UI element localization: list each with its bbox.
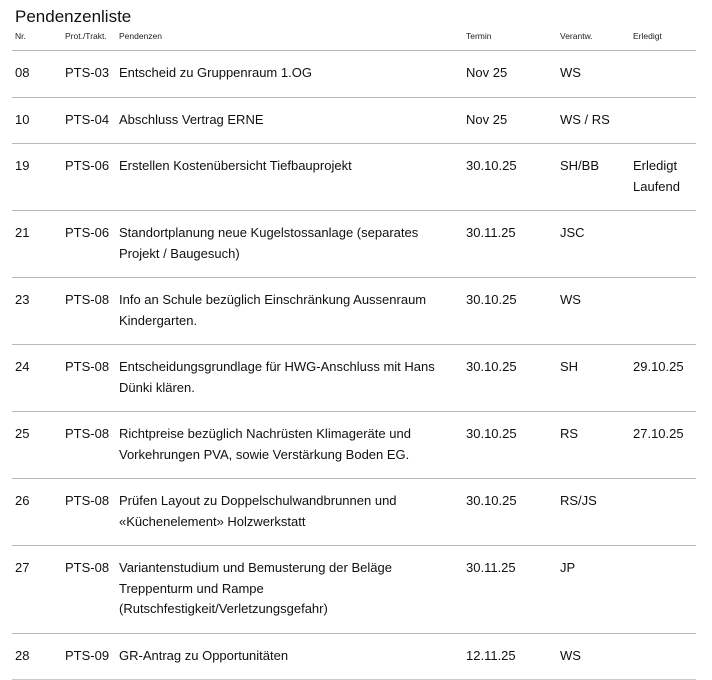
cell-nr: 21 — [15, 225, 30, 240]
cell-termin: 12.11.25 — [466, 647, 516, 663]
cell-prot: PTS-09 — [65, 647, 110, 663]
pendenz-line: Vorkehrungen PVA, sowie Verstärkung Boden EG. — [119, 446, 410, 462]
cell-pendenz — [119, 63, 459, 84]
cell-nr: 27 — [15, 560, 30, 575]
row-divider — [12, 478, 696, 479]
cell-verantw: JP — [560, 560, 576, 575]
cell-verantw: WS — [560, 65, 581, 80]
erledigt-line: 29.10.25 — [633, 359, 684, 374]
cell-verantw: SH/BB — [560, 158, 600, 173]
row-divider — [12, 210, 696, 211]
pendenz-line: Entscheidungsgrundlage für HWG-Anschluss mit Hans — [119, 359, 435, 374]
header-termin: Termin — [466, 31, 492, 41]
cell-nr: 23 — [15, 292, 30, 307]
row-divider — [12, 545, 696, 546]
cell-nr: 28 — [15, 647, 30, 663]
cell-termin: 30.10.25 — [466, 292, 517, 307]
cell-termin: Nov 25 — [466, 111, 508, 127]
pendenz-line: Info an Schule bezüglich Einschränkung Aussenraum — [119, 292, 427, 307]
pendenz-line: Prüfen Layout zu Doppelschulwandbrunnen und — [119, 493, 397, 508]
cell-prot: PTS-08 — [65, 493, 110, 508]
cell-termin: 30.10.25 — [466, 493, 517, 508]
header-verantw: Verantw. — [560, 31, 593, 41]
cell-pendenz — [119, 223, 459, 264]
cell-pendenz — [119, 558, 459, 620]
cell-prot: PTS-08 — [65, 426, 110, 441]
header-nr: Nr. — [15, 31, 26, 41]
cell-termin: 30.10.25 — [466, 426, 517, 441]
cell-erledigt — [633, 424, 684, 445]
cell-nr: 25 — [15, 426, 30, 441]
cell-nr: 26 — [15, 493, 30, 508]
cell-pendenz — [119, 491, 459, 532]
pendenz-line: Richtpreise bezüglich Nachrüsten Klimageräte und — [119, 426, 411, 441]
cell-termin: 30.11.25 — [466, 560, 516, 575]
cell-termin: 30.10.25 — [466, 158, 517, 173]
pendenz-line: Dünki klären. — [119, 379, 195, 395]
page-title: Pendenzenliste — [15, 7, 132, 26]
cell-prot: PTS-08 — [65, 560, 110, 575]
pendenz-line: GR-Antrag zu Opportunitäten — [119, 647, 289, 663]
cell-erledigt — [633, 357, 684, 378]
cell-prot: PTS-08 — [65, 359, 110, 374]
pendenz-line: Standortplanung neue Kugelstossanlage (separates — [119, 225, 419, 240]
pendenz-line: Entscheid zu Gruppenraum 1.OG — [119, 65, 312, 80]
cell-prot: PTS-06 — [65, 225, 110, 240]
pendenz-line: Variantenstudium und Bemusterung der Beläge — [119, 560, 392, 575]
cell-pendenz — [119, 110, 459, 131]
cell-nr: 19 — [15, 158, 30, 173]
cell-verantw: JSC — [560, 225, 585, 240]
pendenz-line: Erstellen Kostenübersicht Tiefbauprojekt — [119, 158, 352, 173]
cell-termin: Nov 25 — [466, 65, 508, 80]
cell-prot: PTS-08 — [65, 292, 110, 307]
cell-verantw: WS — [560, 647, 581, 663]
cell-pendenz — [119, 424, 459, 465]
cell-verantw: RS/JS — [560, 493, 597, 508]
pendenz-line: Abschluss Vertrag ERNE — [119, 111, 264, 127]
pendenz-line: «Küchenelement» Holzwerkstatt — [119, 513, 306, 529]
row-divider — [12, 277, 696, 278]
row-divider — [12, 50, 696, 51]
cell-termin: 30.10.25 — [466, 359, 517, 374]
cell-nr: 24 — [15, 359, 30, 374]
cell-termin: 30.11.25 — [466, 225, 516, 240]
row-divider — [12, 143, 696, 144]
header-erledigt: Erledigt — [633, 31, 662, 41]
cell-nr: 08 — [15, 65, 30, 80]
table-header — [0, 30, 712, 44]
row-divider — [12, 97, 696, 98]
erledigt-line: 27.10.25 — [633, 426, 684, 441]
erledigt-line: Laufend — [633, 178, 680, 194]
cell-verantw: WS — [560, 292, 581, 307]
cell-pendenz — [119, 646, 459, 667]
pendenz-line: (Rutschfestigkeit/Verletzungsgefahr) — [119, 601, 328, 616]
header-prot: Prot./Trakt. — [65, 31, 107, 41]
cell-prot: PTS-03 — [65, 65, 110, 80]
cell-nr: 10 — [15, 111, 30, 127]
row-divider — [12, 344, 696, 345]
cell-prot: PTS-04 — [65, 111, 110, 127]
pendenz-line: Kindergarten. — [119, 312, 198, 328]
cell-verantw: WS / RS — [560, 111, 610, 127]
cell-pendenz — [119, 156, 459, 177]
pendenz-line: Treppenturm und Rampe — [119, 580, 264, 596]
cell-verantw: RS — [560, 426, 579, 441]
header-pendenzen: Pendenzen — [119, 31, 163, 41]
cell-pendenz — [119, 290, 459, 331]
row-divider — [12, 411, 696, 412]
erledigt-line: Erledigt — [633, 158, 678, 173]
cell-erledigt — [633, 156, 680, 197]
cell-pendenz — [119, 357, 459, 398]
cell-verantw: SH — [560, 359, 579, 374]
cell-prot: PTS-06 — [65, 158, 110, 173]
row-divider — [12, 633, 696, 634]
pendenz-line: Projekt / Baugesuch) — [119, 245, 240, 261]
